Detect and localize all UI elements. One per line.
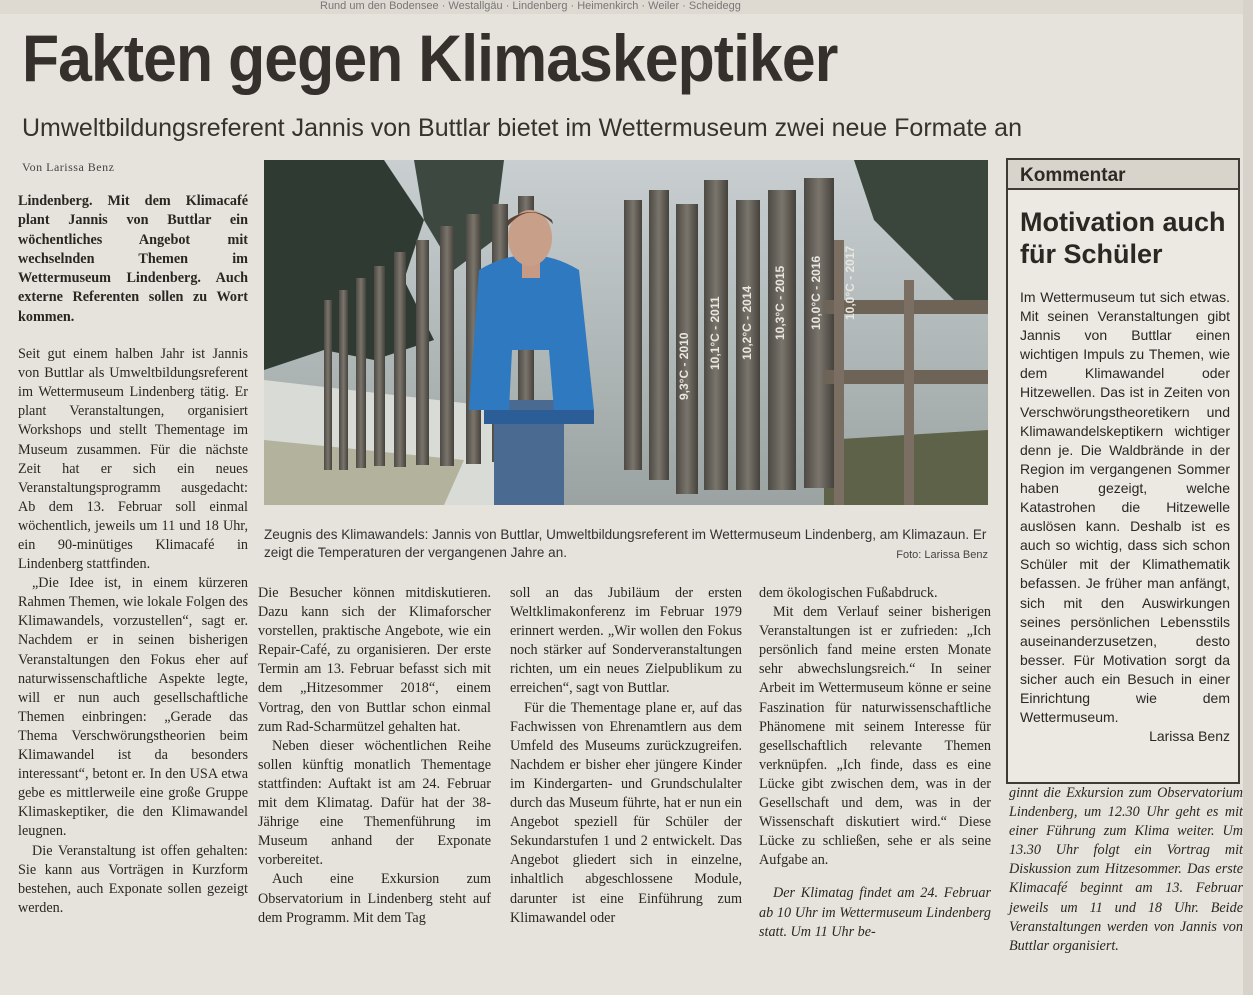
body-paragraph: Auch eine Exkursion zum Observatorium in Lindenberg steht auf dem Programm. Mit dem Tag [258, 871, 491, 926]
info-paragraph: Der Klimatag findet am 24. Februar ab 10 Uhr im Wettermuseum Lindenberg statt. Um 11 Uhr be- [759, 885, 991, 940]
body-paragraph: Die Veranstaltung ist offen gehalten: Sie kann aus Vorträgen in Kurzform bestehen, auch Exponate sollen gezeigt werden. [18, 842, 248, 916]
subheadline: Umweltbildungsreferent Jannis von Buttlar bietet im Wettermuseum zwei neue Formate an [22, 114, 1022, 142]
article-photo [264, 160, 988, 505]
header-strip: Rund um den Bodensee · Westallgäu · Lindenberg · Heimenkirch · Weiler · Scheidegg [0, 0, 1253, 14]
lead-paragraph: Lindenberg. Mit dem Klimacafé plant Jannis von Buttlar ein wöchentliches Angebot mit wechselnden Themen im Wettermuseum Lindenberg. Auch externe Referenten sollen zu Wort kommen. [18, 193, 248, 325]
article-column-2 [258, 584, 491, 928]
article-column-3 [510, 584, 742, 928]
pole-label: 9,3°C - 2010 [677, 332, 691, 400]
pole-label: 10,0°C - 2016 [809, 255, 823, 330]
photo-illustration [264, 160, 988, 505]
body-paragraph: „Die Idee ist, in einem kürzeren Rahmen Themen, wie lokale Folgen des Klimawandels, vorzustellen“, sagt er. Nachdem er in seinen bisherigen Veranstaltungen den Fokus eher auf naturwissenschaftliche Aspekte legte, will er nun auch gesellschaftliche Themen einbringen: „Gerade das Thema Verschwörungstheorien beim Klimawandel ist da besonders interessant“, betont er. In den USA etwa gebe es mittlerweile eine große Gruppe Klimaskeptiker, die den Klimawandel leugnen. [18, 575, 248, 840]
headline: Fakten gegen Klimaskeptiker [22, 21, 838, 95]
comment-text: Im Wettermuseum tut sich etwas. Mit seinen Veranstaltungen gibt Jannis von Buttlar einen wichtigen Impuls zu Themen, wie dem Klimawandel oder Hitzewellen. Das ist in Zeiten von Verschwörungstheoretikern und Klimawandelskeptikern wichtiger denn je. Die Waldbrände in der Region im vergangenen Sommer haben gezeigt, welche Katastrohen die Hitzewelle auslösen kann. Deshalb ist es auch so wichtig, dass sich schon Schüler mit der Klimathematik befassen. Je früher man anfängt, sich mit den Auswirkungen seines persönlichen Lebensstils auseinanderzusetzen, desto besser. Für Motivation sorgt da sicher auch ein Besuch in einer Einrichtung wie dem Wettermuseum. [1020, 289, 1230, 726]
pole-label: 10,1°C - 2011 [708, 296, 722, 370]
pole-label: 10,3°C - 2015 [773, 265, 787, 340]
article-column-4 [759, 584, 991, 942]
comment-tag: Kommentar [1006, 158, 1240, 188]
body-paragraph: Seit gut einem halben Jahr ist Jannis von Buttlar als Umweltbildungsreferent im Wettermuseum Lindenberg tätig. Er plant Veranstaltungen, organisiert Workshops und stellt Thementage im Museum zusammen. Für die nächste Zeit hat er sich ein neues Veranstaltungsprogramm ausgedacht: Ab dem 13. Februar soll einmal wöchentlich, jeweils um 11 und 18 Uhr, ein 90-minütiges Klimacafé in Lindenberg stattfinden. [18, 346, 248, 573]
comment-box [1006, 158, 1242, 778]
info-paragraph: ginnt die Exkursion zum Observatorium Lindenberg, um 12.30 Uhr geht es mit einer Führung zum Klima weiter. Um 13.30 Uhr folgt ein Vortrag mit Diskussion zum Hitzesommer. Das erste Klimacafé beginnt am 13. Februar jeweils um 11 und 18 Uhr. Beide Veranstaltungen werden von Jannis von Buttlar organisiert. [1009, 785, 1243, 954]
body-paragraph: Mit dem Verlauf seiner bisherigen Veranstaltungen ist er zufrieden: „Ich persönlich fand meine ersten Monate sehr abwechslungsreich.“ In seiner Arbeit im Wettermuseum könne er seine Faszination für naturwissenschaftliche Phänomene mit seinem Interesse für gesellschaftlich relevante Themen verknüpfen. „Ich finde, dass es eine Lücke gibt zwischen dem, was in der Gesellschaft und dem, was in der Wissenschaft diskutiert wird.“ Diese Lücke zu schließen, sehe er als seine Aufgabe an. [759, 604, 991, 869]
article-column-5 [1009, 784, 1243, 956]
body-paragraph: dem ökologischen Fußabdruck. [759, 585, 938, 601]
body-paragraph: Für die Thementage plane er, auf das Fachwissen von Ehrenamtlern aus dem Umfeld des Museums zurückzugreifen. Nachdem er bisher eher jüngere Kinder im Kindergarten- und Grundschulalter durch das Museum führte, hat er nun ein Angebot speziell für Schüler der Sekundarstufen 1 und 2 entwickelt. Das Angebot gliedert sich in einzelne, inhaltlich abgeschlossene Module, darunter ist eine Einführung zum Klimawandel oder [510, 699, 742, 926]
pole-label: 10,2°C - 2014 [740, 285, 754, 360]
article-column-1 [18, 192, 248, 918]
body-paragraph: Die Besucher können mitdiskutieren. Dazu kann sich der Klimaforscher vorstellen, praktische Angebote, wie ein Repair-Café, zu organisieren. Der erste Termin am 13. Februar befasst sich mit dem „Hitzesommer 2018“, einem Vortrag, den von Buttlar schon einmal zum Rad-Scharmützel gehalten hat. [258, 585, 491, 735]
body-paragraph: soll an das Jubiläum der ersten Weltklimakonferenz im Februar 1979 erinnert werden. „Wir wollen den Fokus noch stärker auf Sonderveranstaltungen richten, um ein neues Zielpublikum zu erreichen“, sagt von Buttlar. [510, 585, 742, 697]
photo-caption [264, 526, 988, 564]
page-edge [1243, 0, 1253, 995]
comment-author: Larissa Benz [1149, 728, 1230, 745]
comment-title: Motivation auch für Schüler [1020, 207, 1226, 269]
byline: Von Larissa Benz [22, 160, 115, 174]
body-paragraph: Neben dieser wöchentlichen Reihe sollen künftig monatlich Thementage stattfinden: Auftakt ist am 24. Februar mit dem Klimatag. Dafür hat der 38-Jährige eine Themenführung im Museum anhand der Exponate vorbereitet. [258, 737, 491, 869]
caption-text: Zeugnis des Klimawandels: Jannis von Buttlar, Umweltbildungsreferent im Wettermuseum Lindenberg, am Klimazaun. Er zeigt die Temperaturen der vergangenen Jahre an. [264, 527, 987, 560]
comment-text-block [1020, 288, 1230, 746]
pole-label: 10,0°C - 2017 [843, 245, 857, 320]
photo-credit: Foto: Larissa Benz [896, 549, 988, 561]
